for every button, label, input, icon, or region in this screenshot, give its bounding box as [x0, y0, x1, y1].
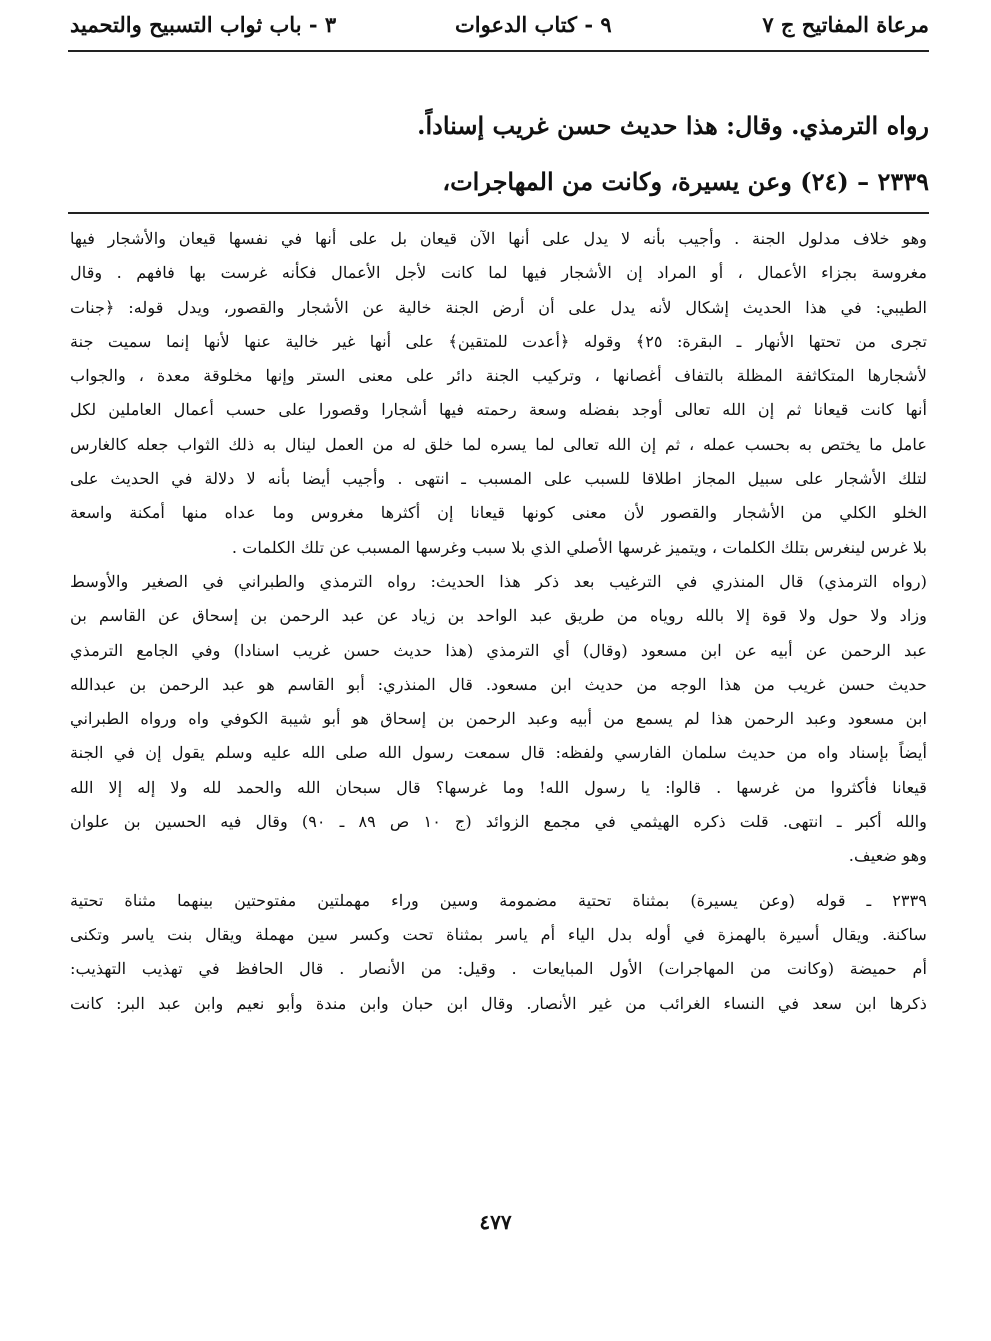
- commentary-line: أم حميضة (وكانت من المهاجرات) الأول المبايعات . وقيل: من الأنصار . قال الحافظ في تهذيب التهذيب:: [70, 959, 927, 979]
- hadith-line-2: ٢٣٣٩ – (٢٤) وعن يسيرة، وكانت من المهاجرات،: [442, 167, 929, 196]
- commentary-line: ساكنة. ويقال أسيرة بالهمزة في أوله بدل الياء أم ياسر بمثناة تحت وكسر سين مهملة ويقال بنت ياسر وتكنى: [70, 924, 927, 944]
- hadith-text: [150, 98, 929, 210]
- header-book-title: مرعاة المفاتيح ج ٧: [762, 12, 929, 37]
- hadith-line-1: رواه الترمذي. وقال: هذا حديث حسن غريب إسناداً.: [417, 111, 929, 140]
- section-gap: [70, 874, 927, 884]
- commentary-line: لتلك الأشجار على سبيل المجاز اطلاقا للسبب على المسبب ـ انتهى . وأجيب أيضا بأنه لا دلالة في الحديث على: [70, 469, 927, 489]
- commentary-line: قيعانا فأكثروا من غرسها . قالوا: يا رسول الله! وما غرسها؟ قال سبحان الله والحمد لله ولا إله إلا الله: [70, 777, 927, 797]
- commentary-line: عامل ما يختص به بحسب عمله ، ثم إن الله تعالى لما يسره لما خلق له من العمل لينال به ذلك الثواب جعله كالغارس: [70, 434, 927, 454]
- commentary-line: ذكرها ابن سعد في النساء الغرائب من غير الأنصار. وقال ابن حبان وابن مندة وأبو نعيم وابن عبد البر: كانت: [70, 993, 927, 1013]
- commentary-line: حديث حسن غريب من هذا الوجه من حديث ابن مسعود. قال المنذري: أبو القاسم هو عبد الرحمن بن عبدالله: [70, 674, 927, 694]
- text-commentary-divider: [68, 212, 929, 214]
- commentary-line: أنها كانت قيعانا ثم إن الله تعالى أوجد بفضله وسعة رحمته فيها أشجارا وقصورا على حسب أعمال العاملين لكل: [70, 400, 927, 420]
- commentary-line: مغروسة بجزاء الأعمال ، أو المراد إن الأشجار فيها لما كانت لأجل الأعمال فكأنه غرست بها فافهم . وقال: [70, 263, 927, 283]
- commentary-line: أيضاً بإسناد واه من حديث سلمان الفارسي ولفظه: قال سمعت رسول الله صلى الله عليه وسلم يقول إن في الجنة: [70, 743, 927, 763]
- commentary-line: والله أكبر ـ انتهى. قلت ذكره الهيثمي في مجمع الزوائد (ج ١٠ ص ٨٩ ـ ٩٠) وقال فيه الحسين بن علوان: [70, 812, 927, 832]
- commentary-line: الطيبي: في هذا الحديث إشكال لأنه يدل على أن أرض الجنة خالية عن الأشجار والقصور، ويدل قوله: ﴿جنات: [70, 297, 927, 317]
- page-number: ٤٧٧: [479, 1210, 512, 1234]
- commentary-line: ابن مسعود وعبد الرحمن هذا لم يسمع من أبيه وعبد الرحمن بن إسحاق هو أبو شيبة الكوفي واه ورواه الطبراني: [70, 709, 927, 729]
- commentary: [70, 222, 927, 1021]
- commentary-line: عبد الرحمن عن أبيه عن ابن مسعود (وقال) أي الترمذي (هذا حديث حسن غريب اسنادا) وفي الجامع الترمذي: [70, 640, 927, 660]
- running-header: [70, 8, 929, 42]
- commentary-block-1: [70, 222, 927, 565]
- commentary-line: تجرى من تحتها الأنهار ـ البقرة: ٢٥﴾ وقوله ﴿أعدت للمتقين﴾ على أنها غير خالية عنها لأنها إنما سميت جنة: [70, 331, 927, 351]
- commentary-line: وهو خلاف مدلول الجنة . وأجيب بأنه لا يدل على أنها الآن قيعان بل على أنها في نفسها قيعان والأشجار فيها: [70, 229, 927, 248]
- commentary-line: الخلو الكلي من الأشجار والقصور لأن معنى كونها قيعانا إن أكثرها مغروس وما عداه منها أمكنة واسعة: [70, 503, 927, 523]
- commentary-line: (رواه الترمذي) قال المنذري في الترغيب بعد ذكر هذا الحديث: رواه الترمذي والطبراني في الصغير والأوسط: [70, 571, 927, 591]
- commentary-line: بلا غرس لينغرس بتلك الكلمات ، ويتميز غرسها الأصلي الذي بلا سبب وغرسها المسبب عن تلك الكلمات .: [231, 537, 927, 557]
- commentary-line: لأشجارها المتكاثفة المظلة بالتفاف أغصانها ، وتركيب الجنة دائر على معنى الستر وإنها مخلوقة معدة ، والجواب: [70, 366, 927, 386]
- header-book-section: ٩ - كتاب الدعوات: [455, 12, 612, 37]
- commentary-line: وهو ضعيف.: [848, 846, 927, 866]
- header-chapter-title: ٣ - باب ثواب التسبيح والتحميد: [70, 12, 337, 37]
- commentary-line: ٢٣٣٩ ـ قوله (وعن يسيرة) بمثناة تحتية مضمومة وسين وراء مهملتين مفتوحتين بينهما مثناة تحتية: [70, 890, 927, 910]
- header-divider: [68, 50, 929, 52]
- commentary-block-3: [70, 884, 927, 1021]
- commentary-line: وزاد ولا حول ولا قوة إلا بالله روياه من طريق عبد الواحد بن زياد عن عبد الرحمن بن إسحاق عن القاسم بن: [70, 606, 927, 626]
- commentary-block-2: [70, 565, 927, 874]
